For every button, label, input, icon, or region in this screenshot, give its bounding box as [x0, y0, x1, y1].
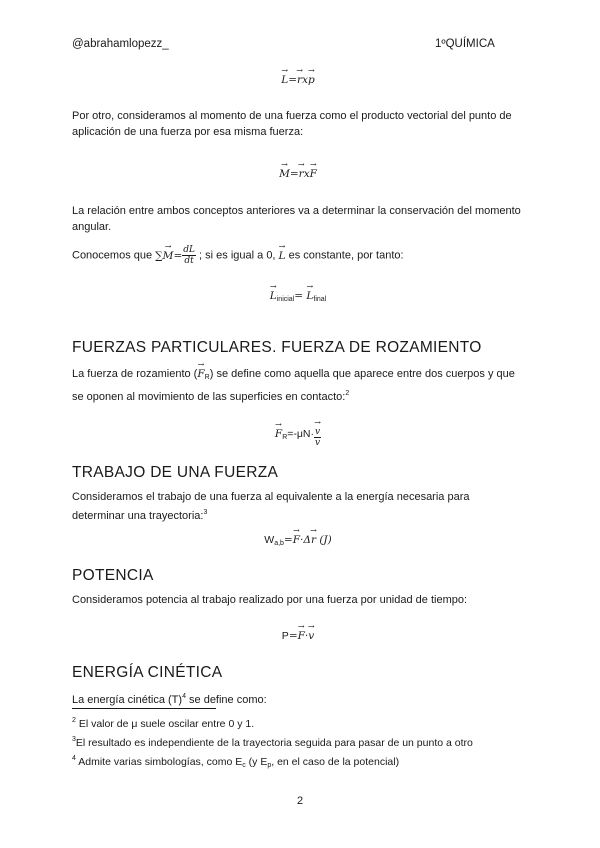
unit-joule: (J)	[315, 534, 332, 546]
author-handle: @abrahamlopezz_	[72, 38, 169, 50]
equation-power	[72, 628, 524, 648]
text: es constante, por tanto:	[285, 249, 404, 262]
text: ) se define como aquella que aparece entre dos cuerpos y que se oponen al movimiento de las superficies en contacto:	[72, 368, 515, 403]
symbol-r: → r	[297, 72, 302, 88]
paragraph-friction	[72, 366, 524, 405]
symbol-r: → r	[299, 166, 304, 182]
footnote-text: Admite varias simbologías, como E	[75, 756, 243, 768]
symbol-p: → p	[308, 72, 315, 88]
footnote-divider	[72, 708, 216, 709]
subscript-R: R	[204, 374, 210, 381]
equals-sign: =	[289, 168, 299, 180]
footnote-ref[interactable]: 2	[345, 390, 350, 397]
footnote-mark: 2	[72, 717, 76, 724]
dot: ·	[304, 630, 309, 642]
text: ; si es igual a 0,	[196, 249, 279, 262]
subscript-R: R	[282, 434, 288, 441]
footnote-4	[72, 751, 524, 773]
equation-work	[72, 532, 524, 550]
subscript-final: final	[313, 296, 327, 303]
text: Conocemos que	[72, 249, 156, 262]
footnote-2	[72, 713, 524, 732]
page-header	[72, 38, 528, 54]
equation-friction	[72, 419, 524, 449]
footnote-text: (y E	[245, 756, 268, 768]
symbol-W: W	[264, 534, 275, 546]
cross-sign: x	[302, 74, 308, 86]
footnote-mark: 3	[72, 736, 76, 743]
sum-sign: ∑	[155, 249, 163, 262]
equation-conservation	[72, 288, 524, 310]
paragraph-relation: La relación entre ambos conceptos anteriores va a determinar la conservación del momento angular.	[72, 205, 521, 233]
symbol-v: → v	[308, 628, 314, 644]
course-label: 1ºQUÍMICA	[435, 38, 495, 50]
symbol-F: → F	[293, 532, 300, 548]
equals-sign: =	[283, 534, 293, 546]
footnote-text: El resultado es independiente de la trayectoria seguida para pasar de un punto a otro	[75, 737, 473, 749]
footnote-mark: 4	[72, 755, 76, 762]
text: Consideramos el trabajo de una fuerza al equivalente a la energía necesaria para determinar una trayectoria:	[72, 491, 470, 522]
dot-delta: ·Δ	[300, 534, 311, 546]
paragraph-kinetic	[72, 689, 524, 708]
symbol-F: → F	[298, 628, 305, 644]
equals-sign: =	[173, 249, 183, 262]
subscript-ab: a,b	[274, 540, 284, 547]
numerator: dL	[183, 245, 195, 255]
symbol-F: → F	[275, 419, 282, 449]
text: se define como:	[185, 694, 267, 706]
fraction-dL-dt	[182, 245, 196, 266]
heading-work: TRABAJO DE UNA FUERZA	[72, 464, 279, 481]
page-number: 2	[296, 795, 304, 807]
symbol-F: → F	[197, 366, 204, 382]
footnote-ref[interactable]: 3	[203, 509, 208, 516]
denominator: v	[315, 437, 321, 448]
cross-sign: x	[303, 168, 310, 180]
friction-rhs: =-μN·	[287, 428, 315, 440]
paragraph-torque: Por otro, consideramos al momento de una fuerza como el producto vectorial del punto de aplicación de una fuerza por esa misma fuerza:	[72, 110, 512, 138]
symbol-M: → M	[163, 248, 174, 264]
heading-kinetic-energy: ENERGÍA CINÉTICA	[72, 664, 223, 681]
symbol-L: → L	[270, 288, 277, 304]
equals-sign: =	[288, 630, 298, 642]
heading-power: POTENCIA	[72, 567, 154, 584]
symbol-M: → M	[279, 166, 290, 182]
subscript-p: p	[267, 762, 272, 769]
paragraph-power: Consideramos potencia al trabajo realizado por una fuerza por unidad de tiempo:	[72, 594, 468, 606]
footnotes	[72, 708, 524, 773]
inline-equation	[155, 245, 196, 266]
inline-symbol-friction	[197, 368, 209, 380]
denominator: dt	[184, 256, 194, 266]
text: La energía cinética (T)	[72, 694, 183, 706]
footnote-text: , en el caso de la potencial)	[271, 756, 400, 768]
equation-angular-momentum	[72, 72, 524, 94]
symbol-L: → L	[306, 288, 313, 304]
symbol-L: → L	[279, 248, 286, 264]
symbol-L: → L	[281, 72, 288, 88]
footnote-ref[interactable]: 4	[182, 693, 186, 700]
symbol-F: → F	[310, 166, 317, 182]
symbol-v: → v	[315, 427, 320, 437]
symbol-P: P	[281, 630, 289, 642]
footnote-text: El valor de μ suele oscilar entre 0 y 1.	[75, 718, 255, 730]
subscript-initial: inicial	[276, 296, 295, 303]
numerator	[314, 421, 321, 438]
equals-sign: =	[288, 74, 298, 86]
heading-friction: FUERZAS PARTICULARES. FUERZA DE ROZAMIENTO	[72, 339, 482, 356]
equation-torque	[72, 166, 524, 188]
paragraph-conservation	[72, 245, 524, 266]
text: La fuerza de rozamiento (	[72, 368, 198, 380]
symbol-r: → r	[311, 532, 316, 548]
fraction-unit-velocity	[314, 421, 321, 448]
equals-sign: =	[294, 290, 307, 302]
paragraph-work	[72, 489, 524, 524]
subscript-c: c	[242, 762, 246, 769]
page-content	[72, 70, 524, 708]
footnote-3	[72, 732, 524, 751]
